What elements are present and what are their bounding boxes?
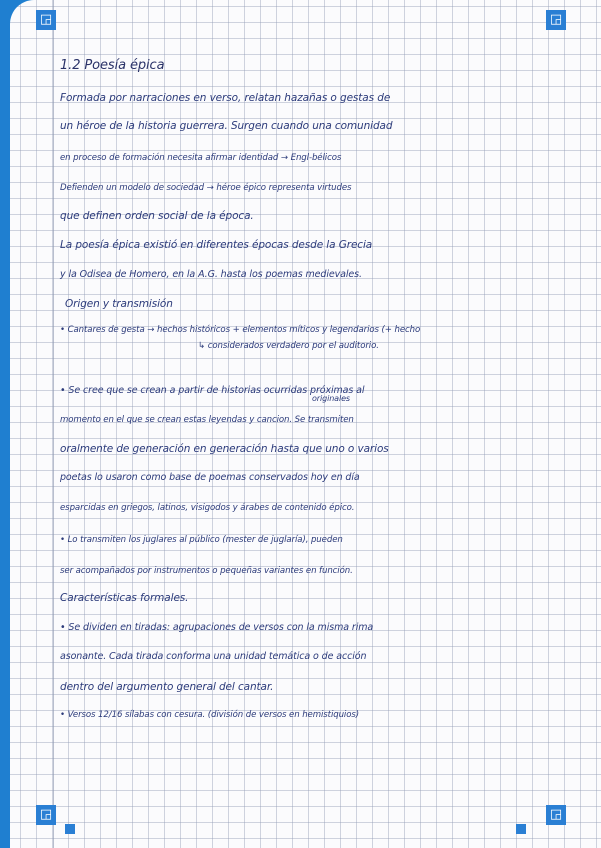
note-line: • Se cree que se crean a partir de historias ocurridas próximas al xyxy=(60,385,365,396)
note-line: La poesía épica existió en diferentes épocas desde la Grecia xyxy=(60,239,373,251)
note-line: dentro del argumento general del cantar. xyxy=(60,681,274,693)
handwritten-notes xyxy=(10,0,601,848)
note-line: asonante. Cada tirada conforma una unidad temática o de acción xyxy=(60,651,367,662)
note-line: en proceso de formación necesita afirmar identidad → Engl-bélicos xyxy=(60,153,342,163)
section-heading: Características formales. xyxy=(60,592,189,604)
note-line: momento en el que se crean estas leyendas y cancion. Se transmiten xyxy=(60,415,354,425)
notebook-page xyxy=(10,0,601,848)
note-line: Formada por narraciones en verso, relatan hazañas o gestas de xyxy=(60,92,391,104)
corner-mark-bottom-right: ◲ xyxy=(546,805,566,825)
note-line: que definen orden social de la época. xyxy=(60,210,254,222)
note-line: un héroe de la historia guerrera. Surgen cuando una comunidad xyxy=(60,120,393,132)
note-line: ↳ considerados verdadero por el auditorio. xyxy=(198,341,379,351)
corner-mark-top-right: ◲ xyxy=(546,10,566,30)
note-line: ser acompañados por instrumentos o pequeñas variantes en función. xyxy=(60,566,353,576)
note-line: oralmente de generación en generación hasta que uno o varios xyxy=(60,443,389,455)
note-line: y la Odisea de Homero, en la A.G. hasta los poemas medievales. xyxy=(60,269,362,280)
section-heading: Origen y transmisión xyxy=(65,298,173,310)
note-line: • Versos 12/16 sílabas con cesura. (división de versos en hemistiquios) xyxy=(60,710,360,720)
note-line: • Se dividen en tiradas: agrupaciones de versos con la misma rima xyxy=(60,622,374,633)
note-annotation: originales xyxy=(312,394,350,403)
note-line: Defienden un modelo de sociedad → héroe épico representa virtudes xyxy=(60,183,352,193)
note-line: • Cantares de gesta → hechos históricos + elementos míticos y legendarios (+ hecho xyxy=(60,325,421,335)
page-title: 1.2 Poesía épica xyxy=(60,58,165,73)
corner-mark-bottom-left: ◲ xyxy=(36,805,56,825)
note-line: • Lo transmiten los juglares al público (mester de juglaría), pueden xyxy=(60,535,343,545)
note-line: poetas lo usaron como base de poemas conservados hoy en día xyxy=(60,472,360,483)
corner-mark-top-left: ◲ xyxy=(36,10,56,30)
note-line: esparcidas en griegos, latinos, visigodos y árabes de contenido épico. xyxy=(60,503,355,513)
